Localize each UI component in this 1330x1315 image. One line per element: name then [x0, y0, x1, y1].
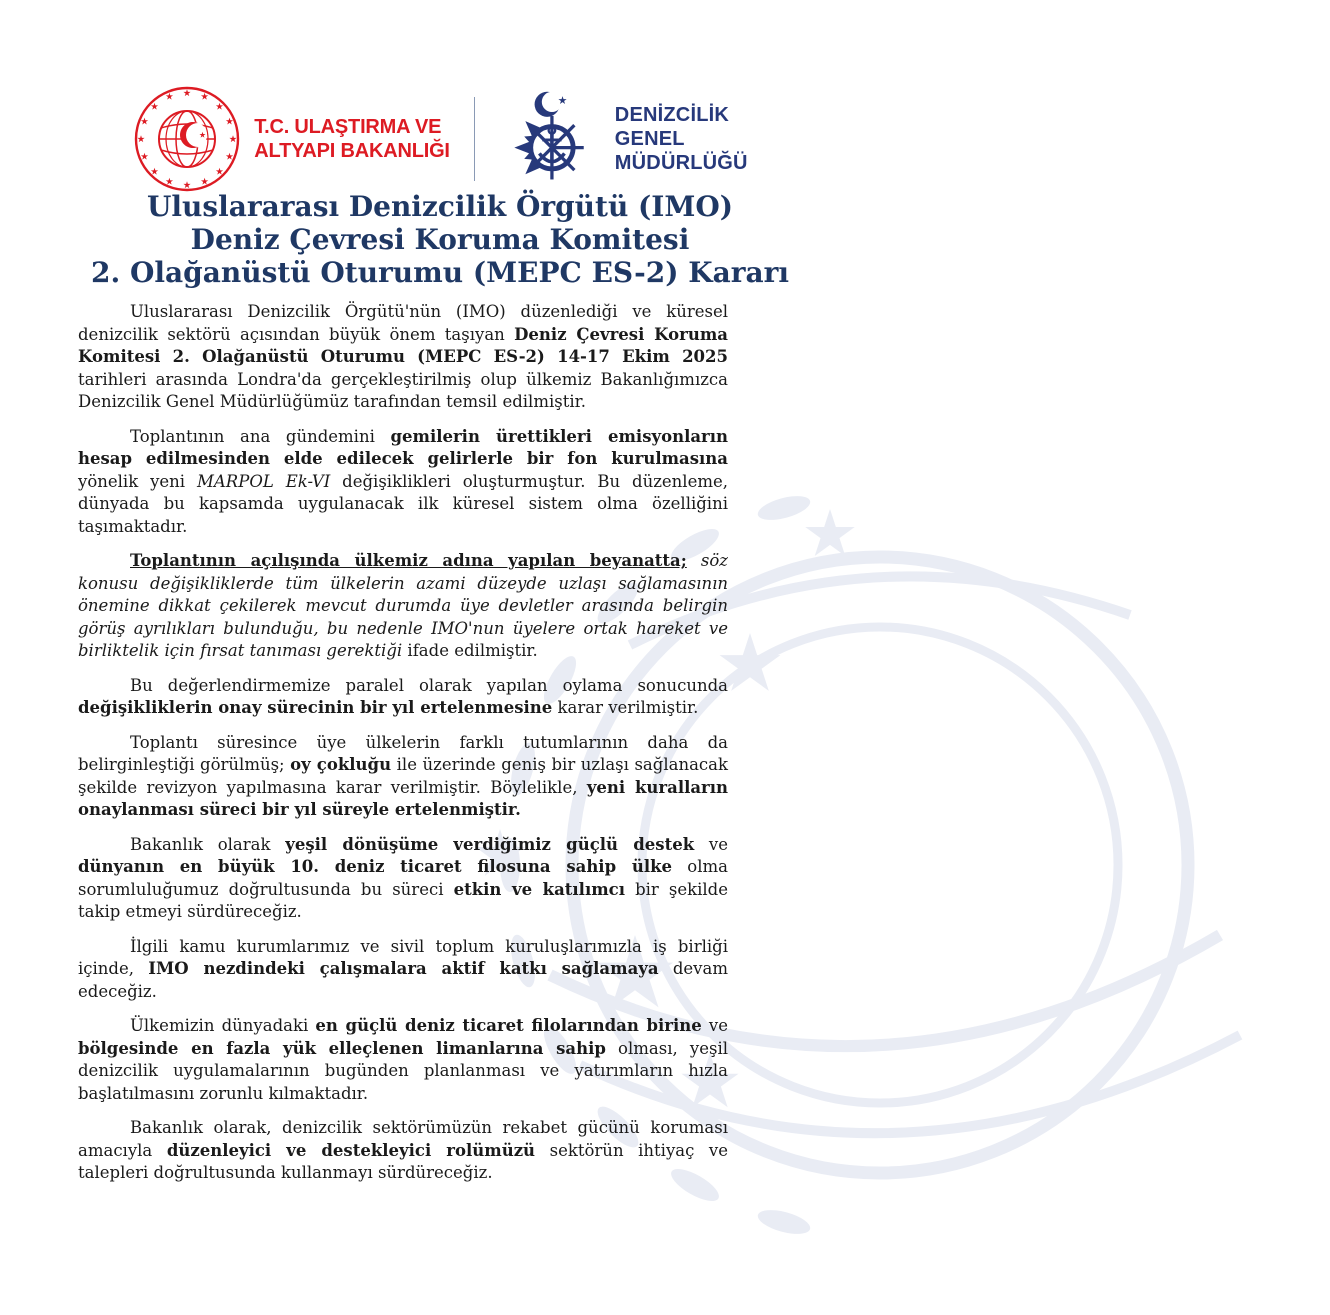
text-run: Bu değerlendirmemize paralel olarak yapılan oylama sonucunda	[130, 675, 728, 695]
text-run: Ülkemizin dünyadaki	[130, 1016, 316, 1035]
text-run: yönelik yeni	[78, 471, 197, 491]
directorate-name-line1: DENİZCİLİK	[614, 104, 730, 126]
ship-wheel-icon	[529, 116, 583, 180]
text-run: bölgesinde en fazla yük elleçlenen limanlarına sahip	[78, 1038, 606, 1058]
text-run: Toplantı süresince üye ülkelerin farklı tutumlarının daha da belirginleştiği görülmüş;	[78, 732, 728, 774]
paragraph	[78, 1015, 728, 1105]
paragraph	[78, 936, 728, 1004]
directorate-name-line3: MÜDÜRLÜĞÜ	[614, 152, 748, 174]
text-run: karar verilmiştir.	[552, 698, 699, 717]
text-run: söz konusu değişikliklerde tüm ülkelerin azami düzeyde uzlaşı sağlamasının önemine dikkat çekilerek mevcut durumda üye devletler arasında belirgin görüş ayrılıkları bulunduğu, bu nedenle IMO'nun üyelere ortak hareket ve birliktelik için fırsat tanıması gerektiği	[78, 551, 729, 660]
ministry-logo	[132, 84, 450, 194]
paragraph	[78, 1117, 728, 1185]
text-run	[687, 551, 701, 570]
paragraph	[78, 732, 728, 822]
title-line3: 2. Olağanüstü Oturumu (MEPC ES-2) Kararı	[90, 256, 790, 289]
paragraph	[78, 301, 728, 414]
ministry-name	[254, 115, 450, 163]
text-run: yeşil dönüşüme verdiğimiz güçlü destek	[285, 834, 695, 854]
directorate-emblem-icon	[497, 86, 603, 192]
text-run: IMO nezdindeki çalışmalara aktif katkı sağlamaya	[148, 959, 659, 978]
crescent-star-icon	[534, 92, 566, 117]
ministry-emblem-globe	[159, 111, 215, 167]
text-run: gemilerin ürettikleri emisyonların hesap edilmesinden elde edilecek gelirlerle bir fon kurulmasına	[78, 426, 728, 468]
paragraph	[78, 834, 728, 924]
text-run: etkin ve katılımcı	[453, 879, 625, 899]
text-run: ve	[701, 1016, 728, 1035]
text-run: yeni kuralların onaylanması süreci bir yıl süreyle ertelenmiştir.	[78, 777, 729, 819]
ministry-emblem-icon	[132, 84, 242, 194]
text-run: sektörün ihtiyaç ve talepleri doğrultusunda kullanmayı sürdüreceğiz.	[78, 1140, 728, 1182]
text-run: en güçlü deniz ticaret filolarından birine	[315, 1016, 702, 1035]
document-title	[0, 190, 880, 289]
text-run: Uluslararası Denizcilik Örgütü'nün (IMO) düzenlediği ve küresel denizcilik sektörü açısından büyük önem taşıyan	[78, 302, 728, 344]
directorate-logo	[495, 86, 748, 192]
directorate-name	[615, 103, 748, 175]
text-run: ve	[694, 834, 728, 854]
text-run: Deniz Çevresi Koruma Komitesi 2. Olağanüstü Oturumu (MEPC ES-2) 14-17 Ekim 2025	[78, 324, 729, 366]
document-header	[0, 84, 880, 194]
paragraph	[78, 426, 728, 539]
text-run: olması, yeşil denizcilik uygulamalarının bugünden planlanması ve yatırımların hızla başlatılmasını zorunlu kılmaktadır.	[78, 1038, 729, 1103]
directorate-name-line2: GENEL	[614, 128, 685, 150]
text-run: Toplantının açılışında ülkemiz adına yapılan beyanatta;	[130, 551, 687, 570]
text-run: oy çokluğu	[290, 755, 392, 774]
anchor-icon	[539, 127, 564, 163]
text-run: Bakanlık olarak, denizcilik sektörümüzün rekabet gücünü koruması amacıyla	[78, 1118, 728, 1160]
title-line2: Deniz Çevresi Koruma Komitesi	[190, 223, 690, 256]
text-run: Toplantının ana gündemini	[130, 426, 391, 446]
text-run: değişikliklerin onay sürecinin bir yıl ertelenmesine	[78, 698, 553, 717]
text-run: ifade edilmiştir.	[402, 641, 538, 660]
ministry-name-line2: ALTYAPI BAKANLIĞI	[254, 140, 450, 162]
text-run: MARPOL Ek-VI	[196, 471, 331, 491]
text-run: olma sorumluluğumuz doğrultusunda bu süreci	[78, 857, 728, 899]
text-run: İlgili kamu kurumlarımız ve sivil toplum kuruluşlarımızla iş birliği içinde,	[78, 936, 728, 978]
header-divider	[474, 97, 475, 181]
paragraph	[78, 675, 728, 720]
text-run: düzenleyici ve destekleyici rolümüzü	[166, 1140, 536, 1160]
text-run: devam edeceğiz.	[78, 959, 728, 1001]
title-line1: Uluslararası Denizcilik Örgütü (IMO)	[146, 190, 734, 223]
text-run: bir şekilde takip etmeyi sürdüreceğiz.	[78, 879, 729, 921]
paragraph	[78, 550, 728, 663]
ministry-name-line1: T.C. ULAŞTIRMA VE	[254, 116, 442, 138]
text-run: tarihleri arasında Londra'da gerçekleştirilmiş olup ülkemiz Bakanlığımızca Denizcilik Genel Müdürlüğümüz tarafından temsil edilmiştir.	[78, 369, 728, 411]
text-run: Bakanlık olarak	[130, 834, 286, 854]
document-body	[78, 301, 728, 1197]
text-run: dünyanın en büyük 10. deniz ticaret filosuna sahip ülke	[78, 857, 673, 876]
text-run: değişiklikleri oluşturmuştur. Bu düzenleme, dünyada bu kapsamda uygulanacak ilk küresel sistem olma özelliğini taşımaktadır.	[78, 471, 728, 536]
text-run: ile üzerinde geniş bir uzlaşı sağlanacak şekilde revizyon yapılmasına karar verilmiştir. Böylelikle,	[78, 755, 728, 797]
